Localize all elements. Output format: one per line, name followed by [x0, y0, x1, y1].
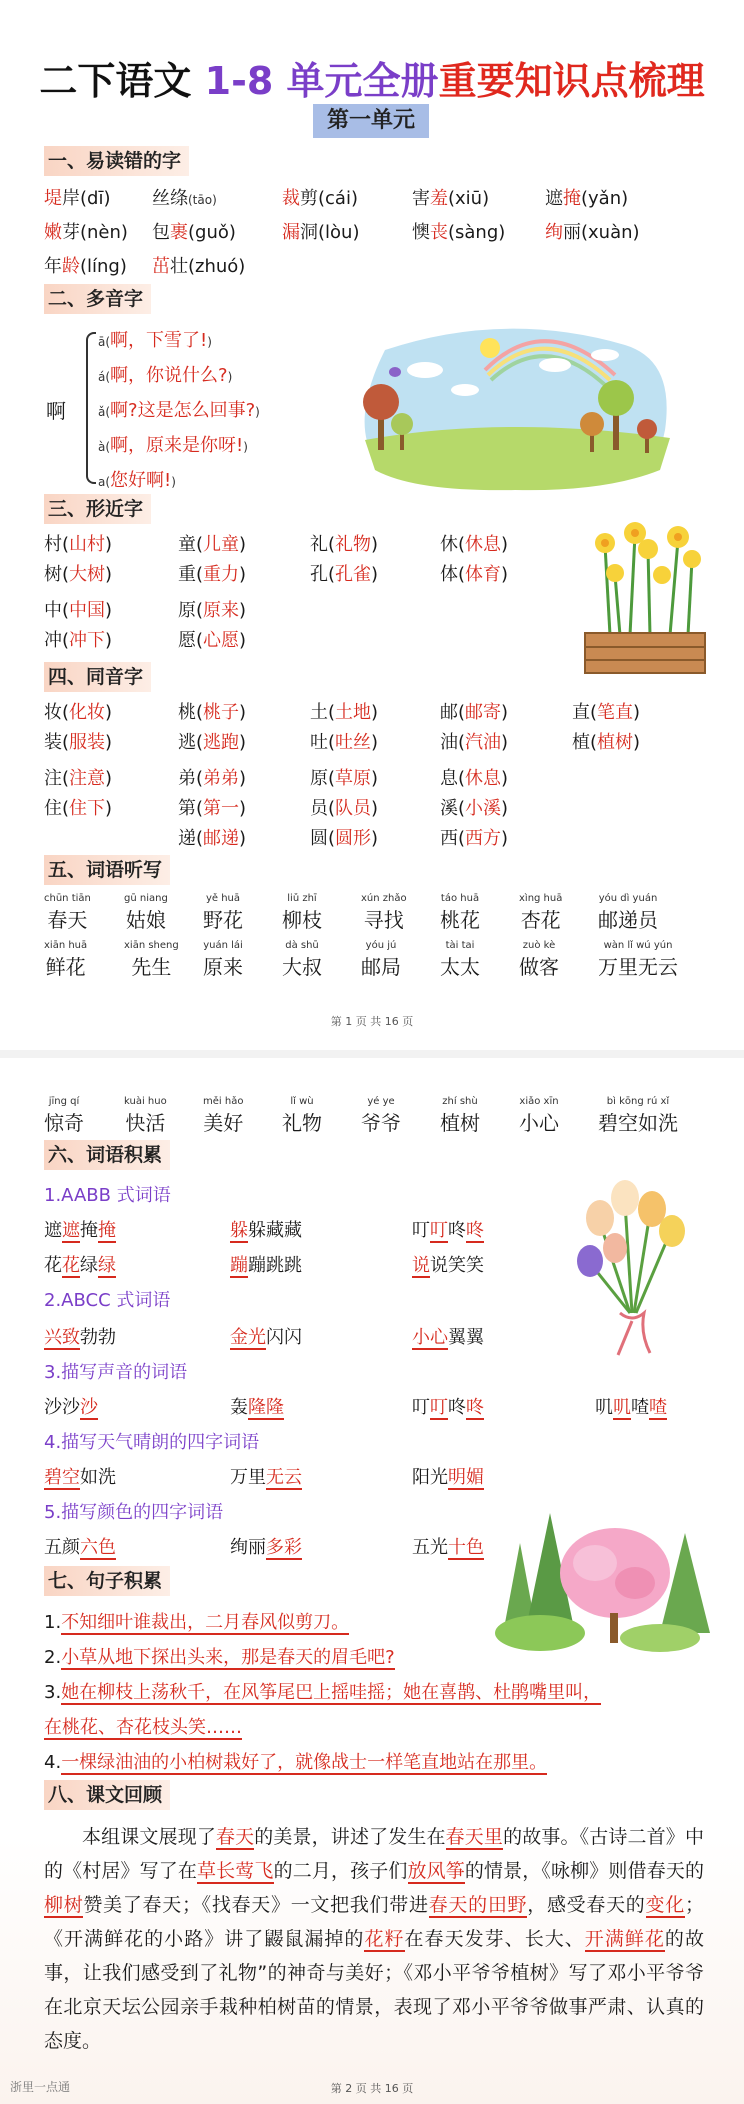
sound-word: 轰隆隆 [230, 1397, 284, 1418]
section-2-title: 二、多音字 [44, 284, 151, 314]
dictation-word: yóu jú 邮局 [361, 940, 401, 979]
s6-subtitle: 1.AABB 式词语 [44, 1185, 171, 1206]
page-footer: 第 2 页 共 16 页 [330, 2082, 414, 2095]
s1-item: 害羞(xiū) [412, 188, 490, 209]
s1-item: 遮掩(yǎn) [545, 188, 629, 209]
sentence: 4.一棵绿油油的小柏树栽好了，就像战士一样笔直地站在那里。 [44, 1752, 548, 1773]
polyphone-char: 啊 [46, 399, 66, 423]
s1-item: 绚丽(xuàn) [545, 222, 640, 243]
s4-pair: 溪(小溪) [440, 798, 509, 819]
dictation-word: chūn tiān 春天 [44, 893, 91, 932]
weather-word: 阳光明媚 [412, 1467, 484, 1488]
s6-subtitle: 4.描写天气晴朗的四字词语 [44, 1432, 260, 1453]
unit-label: 第一单元 [313, 104, 429, 138]
dictation-word: yuán lái 原来 [203, 940, 243, 979]
watermark: 浙里一点通 [10, 2080, 71, 2094]
dictation-word: kuài huo 快活 [124, 1096, 167, 1135]
polyphone-item: á(啊，你说什么?) [98, 365, 233, 386]
dictation-word: jīng qí 惊奇 [44, 1096, 84, 1135]
s4-pair: 西(西方) [440, 828, 509, 849]
s1-item: 年龄(líng) [44, 256, 127, 277]
sound-word: 沙沙沙 [44, 1397, 98, 1418]
s4-pair: 直(笔直) [572, 702, 641, 723]
s3-pair: 原(原来) [178, 600, 247, 621]
dictation-word: liǔ zhī 柳枝 [282, 893, 322, 932]
s4-pair: 邮(邮寄) [440, 702, 509, 723]
color-word: 五光十色 [412, 1537, 484, 1558]
aabb-word: 遮遮掩掩 [44, 1220, 116, 1241]
page-footer: 第 1 页 共 16 页 [330, 1015, 414, 1028]
tulip-bouquet-illustration [570, 1173, 700, 1363]
s3-pair: 童(儿童) [178, 534, 247, 555]
s1-item: 丝绦(tāo) [152, 188, 217, 209]
dictation-word: yé ye 爷爷 [361, 1096, 401, 1135]
polyphone-item: ā(啊，下雪了!) [98, 330, 212, 351]
s4-pair: 圆(圆形) [310, 828, 379, 849]
s4-pair: 弟(弟弟) [178, 768, 247, 789]
section-4-title: 四、同音字 [44, 662, 151, 692]
s4-pair: 妆(化妆) [44, 702, 113, 723]
dictation-word: zuò kè 做客 [519, 940, 559, 979]
s3-pair: 休(休息) [440, 534, 509, 555]
s4-pair: 植(植树) [572, 732, 641, 753]
s3-pair: 中(中国) [44, 600, 113, 621]
s6-subtitle: 5.描写颜色的四字词语 [44, 1502, 224, 1523]
section-6-title: 六、词语积累 [44, 1140, 170, 1170]
color-word: 绚丽多彩 [230, 1537, 302, 1558]
dictation-word: xún zhǎo 寻找 [361, 893, 407, 932]
aabb-word: 说说笑笑 [412, 1255, 484, 1276]
polyphone-item: a(您好啊!) [98, 470, 176, 491]
blossom-tree-illustration [480, 1503, 710, 1653]
s4-pair: 逃(逃跑) [178, 732, 247, 753]
abcc-word: 小心翼翼 [412, 1327, 484, 1348]
dictation-word: xìng huā 杏花 [519, 893, 563, 932]
aabb-word: 叮叮咚咚 [412, 1220, 484, 1241]
s1-item: 漏洞(lòu) [282, 222, 360, 243]
spring-landscape-illustration [355, 320, 675, 495]
brace [86, 332, 96, 484]
s3-pair: 重(重力) [178, 564, 247, 585]
s4-pair: 装(服装) [44, 732, 113, 753]
s3-pair: 冲(冲下) [44, 630, 113, 651]
dictation-word: xiǎo xīn 小心 [519, 1096, 559, 1135]
s6-subtitle: 3.描写声音的词语 [44, 1362, 188, 1383]
s6-subtitle: 2.ABCC 式词语 [44, 1290, 171, 1311]
page-1 [0, 0, 744, 1050]
dictation-word: wàn lǐ wú yún 万里无云 [598, 940, 678, 979]
dictation-word: yě huā 野花 [203, 893, 243, 932]
aabb-word: 躲躲藏藏 [230, 1220, 302, 1241]
s4-pair: 第(第一) [178, 798, 247, 819]
weather-word: 碧空如洗 [44, 1467, 116, 1488]
weather-word: 万里无云 [230, 1467, 302, 1488]
sentence: 在桃花、杏花枝头笑…… [44, 1717, 242, 1738]
color-word: 五颜六色 [44, 1537, 116, 1558]
dictation-word: bì kōng rú xǐ 碧空如洗 [598, 1096, 678, 1135]
s4-pair: 注(注意) [44, 768, 113, 789]
lesson-review-paragraph: 本组课文展现了春天的美景，讲述了发生在春天里的故事。《古诗二首》中的《村居》写了在草长莺飞的二月，孩子们放风筝的情景，《咏柳》则借春天的柳树赞美了春天；《找春天》一文把我们带进春天的田野，感受春天的变化；《开满鲜花的小路》讲了鼹鼠漏掉的花籽在春天发芽、长大、开满鲜花的故事，让我们感受到了礼物”的神奇与美好；《邓小平爷爷植树》写了邓小平爷爷在北京天坛公园亲手栽种柏树苗的情景，表现了邓小平爷爷做事严肃、认真的态度。 [44, 1826, 704, 2052]
dictation-word: dà shū 大叔 [282, 940, 322, 979]
s4-pair: 息(休息) [440, 768, 509, 789]
sentence: 2.小草从地下探出头来，那是春天的眉毛吧? [44, 1647, 395, 1668]
dictation-word: xiān huā 鲜花 [44, 940, 88, 979]
dictation-word: yóu dì yuán 邮递员 [598, 893, 658, 932]
s3-pair: 礼(礼物) [310, 534, 379, 555]
sound-word: 叽叽喳喳 [595, 1397, 667, 1418]
dictation-word: měi hǎo 美好 [203, 1096, 244, 1135]
section-1-title: 一、易读错的字 [44, 146, 189, 176]
dictation-word: lǐ wù 礼物 [282, 1096, 322, 1135]
page-gap [0, 1050, 744, 1058]
s1-item: 包裹(guǒ) [152, 222, 236, 243]
s4-pair: 土(土地) [310, 702, 379, 723]
sentence: 3.她在柳枝上荡秋千，在风筝尾巴上摇哇摇；她在喜鹊、杜鹃嘴里叫， [44, 1682, 602, 1703]
section-8-title: 八、课文回顾 [44, 1780, 170, 1810]
s3-pair: 树(大树) [44, 564, 113, 585]
page-title: 二下语文 1-8 单元全册重要知识点梳理 [39, 59, 705, 103]
polyphone-item: ǎ(啊?这是怎么回事?) [98, 400, 260, 421]
s1-item: 嫩芽(nèn) [44, 222, 128, 243]
abcc-word: 兴致勃勃 [44, 1327, 116, 1348]
s1-item: 茁壮(zhuó) [152, 256, 246, 277]
s3-pair: 愿(心愿) [178, 630, 247, 651]
section-3-title: 三、形近字 [44, 494, 151, 524]
polyphone-item: à(啊，原来是你呀!) [98, 435, 248, 456]
s4-pair: 油(汽油) [440, 732, 509, 753]
s3-pair: 体(体育) [440, 564, 509, 585]
dictation-word: gū niang 姑娘 [124, 893, 168, 932]
dictation-word: táo huā 桃花 [440, 893, 480, 932]
section-5-title: 五、词语听写 [44, 855, 170, 885]
page-2 [0, 1058, 744, 2104]
s3-pair: 孔(孔雀) [310, 564, 379, 585]
s4-pair: 原(草原) [310, 768, 379, 789]
s1-item: 懊丧(sàng) [412, 222, 506, 243]
s4-pair: 吐(吐丝) [310, 732, 379, 753]
aabb-word: 蹦蹦跳跳 [230, 1255, 302, 1276]
sentence: 1.不知细叶谁裁出，二月春风似剪刀。 [44, 1612, 350, 1633]
sound-word: 叮叮咚咚 [412, 1397, 484, 1418]
s4-pair: 递(邮递) [178, 828, 247, 849]
s3-pair: 村(山村) [44, 534, 113, 555]
s1-item: 裁剪(cái) [282, 188, 358, 209]
daffodil-planter-illustration [580, 515, 710, 680]
dictation-word: zhí shù 植树 [440, 1096, 480, 1135]
s4-pair: 住(住下) [44, 798, 113, 819]
section-7-title: 七、句子积累 [44, 1566, 170, 1596]
s1-item: 堤岸(dī) [44, 188, 111, 209]
dictation-word: tài tai 太太 [440, 940, 480, 979]
aabb-word: 花花绿绿 [44, 1255, 116, 1276]
s4-pair: 桃(桃子) [178, 702, 247, 723]
dictation-word: xiān sheng 先生 [124, 940, 179, 979]
s4-pair: 员(队员) [310, 798, 379, 819]
abcc-word: 金光闪闪 [230, 1327, 302, 1348]
